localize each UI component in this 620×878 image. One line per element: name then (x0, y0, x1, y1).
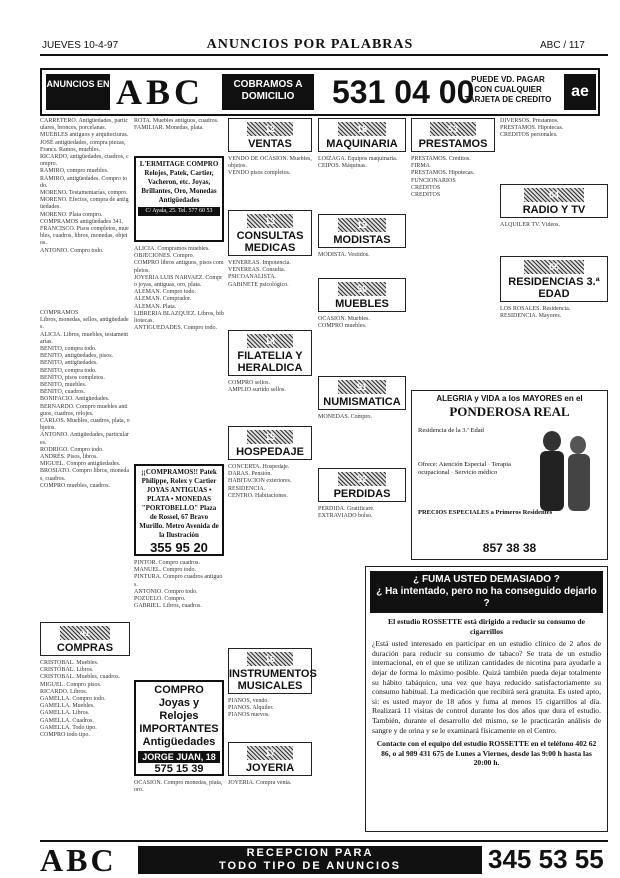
section-title: PERDIDAS (333, 488, 391, 500)
section-number: 54 (524, 188, 583, 202)
rosette-question-1: ¿ FUMA USTED DEMASIADO ? (413, 574, 560, 585)
section-number: 15 (247, 430, 293, 444)
classified-column-1b: COMPRAMOS Libros, monedas, sellos, antigüedades. ALICIA. Libros, muebles, testamentarías. BENITO, compra todo. BENITO, antigüedades, pisos. BENITO, antigüedades. BENITO, compra todo. BENITO, pisos completos. BENITO, muebles. BENITO, cuadros. BONIFACIO. Antigüedades. BERNARDO. Compro muebles antiguos, cuadros, relojes. CARLOS. Muebles, cuadros, plata, objetos. ANTONIO. Antigüedades, particulares. RODRIGO. Compro todo. ANDRÉS. Pisos, libros. MIGUEL. Compro antigüedades. BROSIATO. Compro libros, monedas, cuadros. COMPRO muebles, cuadros. (40, 310, 130, 489)
section-prestamos (411, 118, 495, 152)
filatelia-text: COMPRO sellos. AMPLIO surtido sellos. (228, 380, 286, 394)
page-number: ABC / 117 (540, 40, 585, 51)
abc-logo: ABC (116, 72, 205, 112)
rosette-lead: El estudio ROSSETTE está dirigido a reducir su consumo de cigarrillos (388, 617, 585, 636)
ventas-text: VENDO DE OCASION. Muebles, objetos. VENDO pisos completos. (228, 156, 312, 177)
section-number: 51 (338, 380, 386, 394)
section-numismatica (318, 376, 406, 410)
footer-reception-band (138, 846, 482, 874)
cobramos-label: COBRAMOS A DOMICILIO (222, 74, 314, 110)
rosette-study-ad (365, 566, 608, 832)
maquinaria-text: LOIZAGA. Equipos maquinaria. CEIPOS. Máquinas. (318, 156, 398, 170)
section-title: MAQUINARIA (326, 138, 398, 150)
portobello-ad (134, 464, 224, 556)
ponderosa-real-ad (411, 390, 608, 560)
section-title: COMPRAS (56, 642, 114, 654)
payment-note: PUEDE VD. PAGAR CON CUALQUIER TARJETA DE CREDITO (464, 75, 552, 104)
compro-phone: 575 15 39 (154, 763, 204, 775)
section-ventas (228, 118, 312, 152)
section-number: 52 (338, 472, 386, 486)
rosette-contact: Contacte con el equipo del estudio ROSSETTE en el teléfono 402 62 86, o al 989 431 675 de Lunes a Viernes, desde las 9:00 h hasta las 20:00 h. (376, 739, 597, 768)
instrumentos-text: PIANOS, vendo. PIANOS. Alquiler. PIANOS nuevos. (228, 698, 274, 719)
section-hospedaje (228, 426, 312, 460)
footer-rule (40, 840, 608, 842)
section-residencias (500, 256, 608, 302)
section-title: CONSULTAS MEDICAS (236, 230, 304, 254)
section-instrumentos (228, 648, 317, 694)
section-muebles (318, 278, 406, 312)
section-joyeria (228, 742, 312, 776)
footer-line-2: TODO TIPO DE ANUNCIOS (219, 860, 401, 872)
section-number: 41 (60, 626, 109, 640)
ponderosa-offer: Ofrece: Atención Especial · Terapia ocupacional · Servicio médico (418, 461, 511, 476)
section-number: 17 (247, 746, 293, 760)
ermitage-text: L'ERMITAGE COMPRO Relojes, Patek, Cartier, Vacheron, etc. Joyas, Brillantes, Oro, Monedas Antigüedades (139, 160, 219, 204)
section-title: FILATELIA Y HERALDICA (237, 350, 303, 374)
page-title: ANUNCIOS POR PALABRAS (206, 37, 414, 52)
section-number: 16 (247, 652, 293, 666)
hospedaje-text: CONCERTA. Hospedaje. DARAS. Pensión. HABITACION exteriores. RESIDENCIA. CENTRO. Habitaciones. (228, 464, 292, 499)
muebles-text: OCASION. Muebles. COMPRO muebles. (318, 316, 370, 330)
issue-date: JUEVES 10-4-97 (42, 40, 119, 51)
ae-logo: ae (564, 74, 596, 110)
section-number: 55 (524, 260, 583, 274)
compro-joyas-ad (134, 680, 224, 776)
section-number: 18 (338, 122, 386, 136)
section-modistas (318, 214, 406, 248)
ermitage-address: C/ Ayala, 25. Tel. 577 60 53 (138, 207, 220, 216)
section-title: RESIDENCIAS 3.ª EDAD (508, 276, 600, 300)
section-number: 53 (430, 122, 476, 136)
section-number: 13 (247, 214, 293, 228)
section-number: 14 (247, 334, 293, 348)
section-title: VENTAS (248, 138, 292, 150)
section-number: 19 (338, 218, 386, 232)
footer-abc-logo: ABC (40, 842, 117, 878)
abc-banner (40, 68, 600, 116)
compro-text: COMPRO Joyas y Relojes IMPORTANTES Antigüedades (139, 684, 219, 748)
section-title: PRESTAMOS (418, 138, 488, 150)
prestamos-text: PRESTAMOS. Créditos. FIRMA PRESTAMOS. Hipotecas. FUNCIONARIOS CREDITOS CREDITOS (411, 156, 475, 199)
rosette-question-2: ¿ Ha intentado, pero no ha conseguido dejarlo ? (376, 586, 597, 609)
ponderosa-prices: PRECIOS ESPECIALES a Primeros Residentes (418, 509, 553, 516)
medicas-text: VENEREAS. Impotencia. VENEREAS. Consulta. PSICOANALISTA. GABINETE psicológico. (228, 260, 291, 288)
header-rule (40, 54, 608, 56)
banner-phone: 531 04 00 (332, 74, 475, 110)
section-perdidas (318, 468, 406, 502)
rosette-body: ¿Está usted interesado en participar en un estudio clínico de 2 años de duración para reducir su consumo de tabaco? Se trata de un estudio internacional, en el que se utilizan cantidades de nicotina para ayudarle a dejar de forma lo máximo posible. Quizá también pueda dejar totalmente su hábito tabáquico, una vez que haya reducido satisfactoriamente su consumo habitual. La medicación que recibirá será gratuita. Es usted apto, si: es usted mayor de 18 años y fuma al menos 15 cigarrillos al día. Realizará 11 visitas de control durante los dos años que dura el estudio. También, durante el desarrollo del mismo, se le practicarán análisis de sangre y de orina y se le examinará físicamente en el Centro. (372, 639, 601, 735)
ponderosa-phone: 857 38 38 (482, 541, 537, 555)
section-number: 50 (338, 282, 386, 296)
section-title: MUEBLES (335, 298, 389, 310)
section-title: INSTRUMENTOS MUSICALES (229, 668, 317, 692)
ponderosa-name: PONDEROSA REAL (449, 404, 570, 419)
prestamos-top-text: DIVERSOS. Préstamos. PRESTAMOS. Hipotecas. CREDITOS personales. (500, 118, 564, 139)
classified-column-2a: ROTA. Muebles antiguos, cuadros. FAMILIAR. Monedas, plata. (134, 118, 219, 132)
section-title: MODISTAS (333, 234, 391, 246)
classified-column-2c: PINTOR. Compro cuadros. MANUEL. Compro todo. PINTURA. Compro cuadros antiguos. ANTONIO. Compro todo. POZUELO. Compro. GABRIEL. Libros, cuadros. (134, 560, 223, 610)
rosette-headline (370, 571, 603, 613)
classified-column-1c: CRISTOBAL. Muebles. CRISTÓBAL. Libros. CRISTOBAL. Muebles, cuadros. MIGUEL. Compro pisos. RICARDO. Libros. GAMELLA. Compro todo. GAMELLA. Muebles. GAMELLA. Libros. GAMELLA. Cuadros. GAMELLA. Todo tipo. COMPRO todo tipo. (40, 660, 121, 739)
section-title: NUMISMATICA (323, 396, 401, 408)
elderly-couple-illustration (524, 425, 604, 517)
modistas-text: MODISTA. Vestidos. (318, 252, 370, 258)
perdidas-text: PERDIDA. Gratificaré. EXTRAVIADO bolso. (318, 506, 375, 520)
footer-line-1: RECEPCION PARA (246, 847, 374, 859)
ermitage-ad (134, 156, 224, 242)
section-maquinaria (318, 118, 406, 152)
numismatica-text: MONEDAS. Compro. (318, 414, 372, 420)
section-radio-tv (500, 184, 608, 218)
anuncios-label: ANUNCIOS EN (46, 74, 110, 110)
portobello-phone: 355 95 20 (150, 540, 208, 555)
section-filatelia (228, 330, 312, 376)
section-title: JOYERIA (245, 762, 295, 774)
classified-column-1a: CARRETERO. Antigüedades, particulares, bronces, porcelanas. MUEBLES antiguos y arquitecturas. JOSÉ antigüedades, compra piezas, Francs. Ramos, muebles. RICARDO, antigüedades, cuadros, compro. RAMIRO, compro muebles. RAMIRO, antigüedades. Compro todo. MORENO. Testamentarías, compro. MORENO. Efectos, compra de antigüedades. MORENO. Plata compro. COMPRAMOS antigüedades 341. FRANCISCO. Pisos completos, muebles, cuadros, libros, monedas, objetos. ANTONIO. Compro todo. (40, 118, 129, 254)
section-title: RADIO Y TV (522, 204, 586, 216)
section-number: 12 (247, 122, 293, 136)
portobello-text: ¡¡COMPRAMOS!! Patek Philippe, Rolex y Cartier JOYAS ANTIGUAS • PLATA • MONEDAS "PORTOBELLO" Plaza de Rossel, 67 Bravo Murillo. Metro Avenida de la Ilustración (139, 468, 219, 539)
footer-phone: 345 53 55 (488, 844, 604, 874)
classified-column-2b: ALICIA. Compramos muebles. OBJECIONES. Compro. COMPRO libros antiguos, pisos completos. JOYERIA LUIS NARVAEZ. Compro joyas, antiguas, oro, plata. ALEMAN. Compro todo. ALEMAN. Comprador. ALEMAN. Plata. LIBRERIA BLAZQUEZ. Libros, bibliotecas. ANTIGUEDADES. Compro todo. (134, 246, 224, 332)
radio-tv-text: ALQUILER TV. Vídeos. (500, 222, 560, 228)
section-consultas-medicas (228, 210, 312, 256)
joyeria-text: JOYERIA. Compra venta. (228, 780, 292, 786)
residencias-text: LOS ROSALES. Residencia. RESIDENCIA. Mayores. (500, 306, 571, 320)
ponderosa-headline: ALEGRIA y VIDA a los MAYORES en el (436, 394, 583, 403)
ponderosa-sub: Residencia de la 3.ª Edad (418, 427, 484, 434)
section-compras (40, 622, 130, 656)
section-title: HOSPEDAJE (236, 446, 304, 458)
compro-address: JORGE JUAN, 18 (138, 751, 220, 763)
classified-column-2d: OCASION. Compro monedas, plata, oro. (134, 780, 223, 794)
